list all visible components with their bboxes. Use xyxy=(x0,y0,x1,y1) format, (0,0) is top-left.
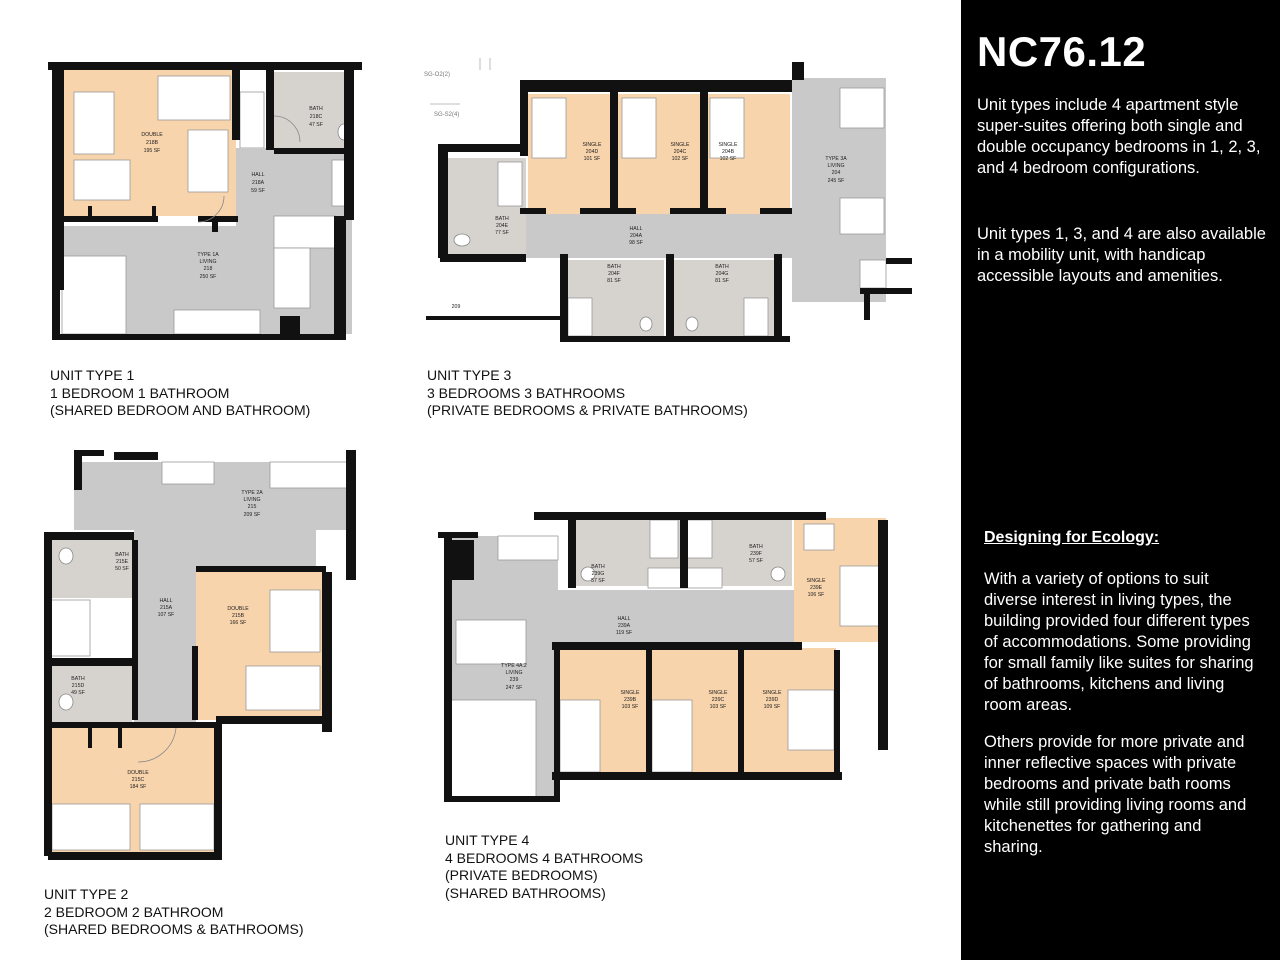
label-s3: SINGLE xyxy=(718,142,738,148)
label-hall: HALL xyxy=(159,598,173,604)
ecology-paragraph-2: Others provide for more private and inner reflective spaces with private bedrooms and private bath rooms while still providing living rooms and kitchenettes for gathering and sharing. xyxy=(984,733,1247,856)
label-bath-num: 218C xyxy=(309,114,323,120)
bath-215d xyxy=(50,666,132,722)
bedroom-204c xyxy=(618,94,700,214)
hall-204a xyxy=(524,214,792,258)
project-title: NC76.12 xyxy=(977,28,1147,75)
label-bath1-sf: 77 SF xyxy=(495,230,509,236)
ecology-paragraph-1: With a variety of options to suit diverse interest in living types, the building provided four different types of accommodations. Some providing for small family like suites for sharing of bathrooms, kitchens and living room areas. xyxy=(984,570,1254,714)
label-s2-sf: 102 SF xyxy=(671,156,689,162)
label-s1-num: 204D xyxy=(585,149,599,155)
label-bath1: BATH xyxy=(115,552,129,558)
label-double2-num: 215C xyxy=(131,777,145,783)
caption-line-4: (SHARED BATHROOMS) xyxy=(445,884,606,901)
unit-type-1-caption xyxy=(50,367,310,420)
label-hall-sf: 119 SF xyxy=(615,630,633,636)
label-bath-sf: 47 SF xyxy=(309,122,323,128)
label-hall: HALL xyxy=(629,226,643,232)
caption-line-3: (PRIVATE BEDROOMS & PRIVATE BATHROOMS) xyxy=(427,402,748,418)
label-double1-num: 215B xyxy=(231,613,245,619)
label-s2: SINGLE xyxy=(620,690,640,696)
label-bath3-num: 204G xyxy=(715,271,729,277)
label-bath1: BATH xyxy=(591,564,605,570)
caption-line-2: 4 BEDROOMS 4 BATHROOMS xyxy=(445,849,644,866)
ecology-heading: Designing for Ecology: xyxy=(984,529,1160,546)
caption-line-3: (SHARED BEDROOMS & BATHROOMS) xyxy=(44,921,304,937)
label-double-num: 218B xyxy=(145,140,159,146)
label-bath2: BATH xyxy=(749,544,763,550)
label-s3-num: 239C xyxy=(711,697,725,703)
label-living-type: TYPE 1A xyxy=(197,252,219,258)
label-s2-num: 239B xyxy=(623,697,637,703)
hall-215a xyxy=(134,530,196,744)
label-bath1-sf: 50 SF xyxy=(115,566,129,572)
label-double1: DOUBLE xyxy=(227,606,249,612)
unit-type-3-caption xyxy=(427,367,748,420)
label-s4-num: 239D xyxy=(765,697,779,703)
label-living-sf: 247 SF xyxy=(505,685,523,691)
label-bath: BATH xyxy=(309,106,323,112)
label-living-num: 218 xyxy=(203,266,213,272)
unit-type-2-floor-plan xyxy=(38,446,364,866)
label-bath2-sf: 57 SF xyxy=(749,558,763,564)
label-hall-num: 218A xyxy=(251,180,265,186)
label-s1: SINGLE xyxy=(582,142,602,148)
label-hall-num: 204A xyxy=(629,233,643,239)
caption-line-3: (SHARED BEDROOM AND BATHROOM) xyxy=(50,402,311,418)
caption-line-2: 3 BEDROOMS 3 BATHROOMS xyxy=(427,384,626,401)
label-hall-num: 215A xyxy=(159,605,173,611)
label-living-type: TYPE 3A xyxy=(825,156,847,162)
unit-type-2-caption xyxy=(44,886,304,939)
label-bath1: BATH xyxy=(495,216,509,222)
label-hall-sf: 98 SF xyxy=(629,240,643,246)
label-bath2: BATH xyxy=(71,676,85,682)
label-hall: HALL xyxy=(617,616,631,622)
label-living-num: 239 xyxy=(509,677,519,683)
label-living: LIVING xyxy=(199,259,217,265)
label-bath2-sf: 49 SF xyxy=(71,690,85,696)
label-double2: DOUBLE xyxy=(127,770,149,776)
hall-239a xyxy=(558,590,794,642)
label-bath2-num: 204F xyxy=(608,271,620,277)
label-s3-num: 204B xyxy=(721,149,735,155)
label-hall-num: 239A xyxy=(617,623,631,629)
label-living-sf: 209 SF xyxy=(243,512,261,518)
unit-type-1-floor-plan xyxy=(48,56,368,348)
label-s2: SINGLE xyxy=(670,142,690,148)
unit-type-3-floor-plan xyxy=(420,48,914,348)
tag-sg-s2: SG-S2(4) xyxy=(434,112,460,118)
caption-line-3: (PRIVATE BEDROOMS) xyxy=(445,867,598,883)
label-living: LIVING xyxy=(505,670,523,676)
label-double2-sf: 184 SF xyxy=(129,784,147,790)
label-s4-sf: 109 SF xyxy=(763,704,781,710)
label-s4: SINGLE xyxy=(762,690,782,696)
label-hall-sf: 59 SF xyxy=(251,188,265,194)
label-double1-sf: 166 SF xyxy=(229,620,247,626)
bedroom-204d xyxy=(528,94,612,214)
label-bath2-sf: 81 SF xyxy=(607,278,621,284)
label-bath1-num: 204E xyxy=(495,223,509,229)
label-living-type: TYPE 4A.2 xyxy=(501,663,527,669)
label-bath3: BATH xyxy=(715,264,729,270)
label-s1: SINGLE xyxy=(806,578,826,584)
tag-sg-o2: SG-O2(2) xyxy=(424,72,451,78)
label-living-sf: 245 SF xyxy=(827,178,845,184)
unit-type-4-floor-plan xyxy=(438,510,908,810)
label-living-num: 204 xyxy=(831,170,841,176)
label-bath2-num: 239F xyxy=(750,551,762,557)
label-s3-sf: 103 SF xyxy=(709,704,727,710)
label-living-type: TYPE 2A xyxy=(241,490,263,496)
label-living-sf: 250 SF xyxy=(199,274,217,280)
label-bath2: BATH xyxy=(607,264,621,270)
label-s3-sf: 102 SF xyxy=(719,156,737,162)
label-s2-num: 204C xyxy=(673,149,687,155)
label-bath2-num: 215D xyxy=(71,683,85,689)
label-s1-num: 239E xyxy=(809,585,823,591)
label-double: DOUBLE xyxy=(141,132,163,138)
label-double-sf: 195 SF xyxy=(143,148,161,154)
caption-line-2: 1 BEDROOM 1 BATHROOM xyxy=(50,384,230,401)
label-living-num: 215 xyxy=(247,504,257,510)
mobility-paragraph: Unit types 1, 3, and 4 are also available in a mobility unit, with handicap accessible layouts and amenities. xyxy=(977,225,1266,285)
caption-line-1: UNIT TYPE 3 xyxy=(427,367,512,383)
label-s1-sf: 106 SF xyxy=(807,592,825,598)
label-living: LIVING xyxy=(243,497,261,503)
caption-line-2: 2 BEDROOM 2 BATHROOM xyxy=(44,903,224,920)
label-bath1-sf: 57 SF xyxy=(591,578,605,584)
label-bath3-sf: 81 SF xyxy=(715,278,729,284)
label-s2-sf: 103 SF xyxy=(621,704,639,710)
caption-line-1: UNIT TYPE 2 xyxy=(44,886,129,902)
label-s3: SINGLE xyxy=(708,690,728,696)
label-s1-sf: 101 SF xyxy=(583,156,601,162)
label-stair: 209 xyxy=(451,304,461,310)
bedroom-204b xyxy=(706,94,790,214)
caption-line-1: UNIT TYPE 1 xyxy=(50,367,135,383)
label-bath1-num: 215E xyxy=(115,559,129,565)
caption-line-1: UNIT TYPE 4 xyxy=(445,832,530,848)
label-bath1-num: 239G xyxy=(591,571,605,577)
intro-paragraph: Unit types include 4 apartment style super-suites offering both single and double occupancy bedrooms in 1, 2, 3, and 4 bedroom configurations. xyxy=(977,96,1261,177)
label-hall-sf: 107 SF xyxy=(157,612,175,618)
label-living: LIVING xyxy=(827,163,845,169)
label-hall: HALL xyxy=(251,172,265,178)
description-panel xyxy=(961,0,1280,960)
unit-type-4-caption xyxy=(445,832,643,902)
